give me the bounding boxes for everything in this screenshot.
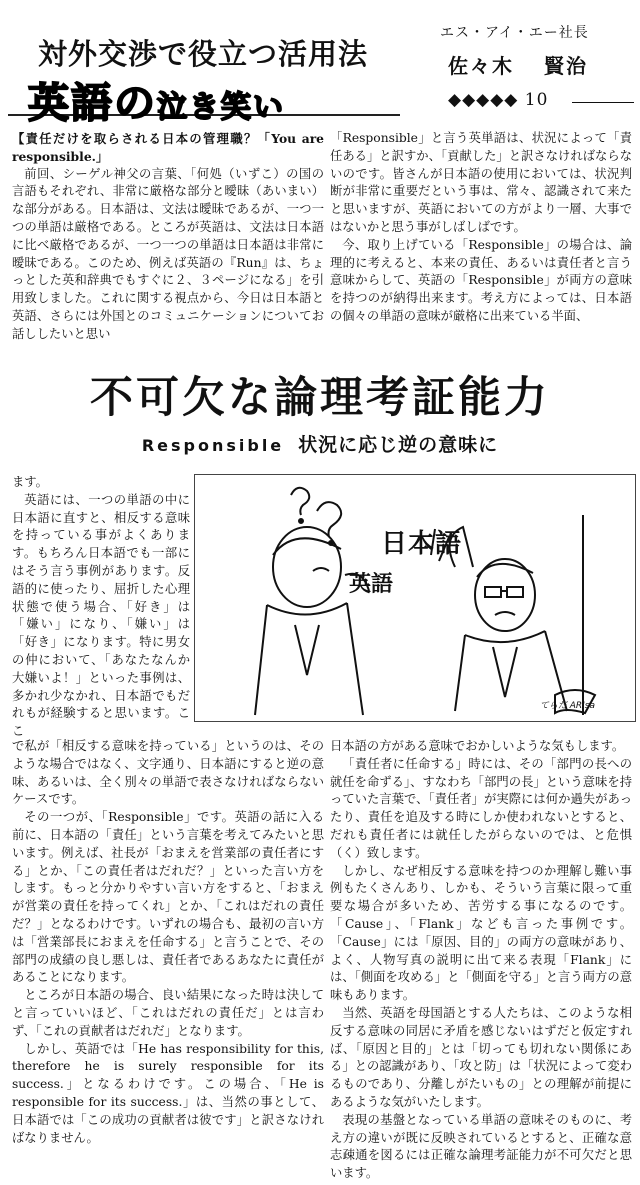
intro-paragraph: 前回、シーゲル神父の言葉、「何処（いずこ）の国の言語もそれぞれ、非常に厳格な部分と曖昧（あいまい）な部分がある。日本語は、文法は曖昧であるが、一つ一つの単語は厳格である。ところが英語は、文法は日本語に比べ厳格であるが、一つ一つの単語は日本語は非常に曖昧である。このため、例えば英語の『Run』は、ちょっとした英和辞典でもすぐに２、３ページになる」を引用致しました。これに関する視点から、今日は日本語と英語、さらには外国とのコミュニケーションについてお話ししたいと思い <box>12 166 324 341</box>
intro-column-right <box>330 130 632 326</box>
cartoon-label-english: 英語 <box>349 571 394 597</box>
issue-rule <box>572 102 634 103</box>
cartoon-label-japanese: 日本語 <box>381 529 463 559</box>
subheadline-english: Responsible <box>141 436 285 455</box>
issue-marks: ◆◆◆◆◆ <box>448 90 519 110</box>
body-paragraph: 表現の基盤となっている単語の意味そのものに、考え方の違いが既に反映されているとすると、正確な意志疎通を図るには正確な論理考証能力が不可欠だと思います。 <box>330 1112 632 1181</box>
series-subtitle: 対外交渉で役立つ活用法 <box>38 37 369 71</box>
body-column-left-bottom <box>12 738 324 1147</box>
issue-number <box>448 90 548 110</box>
body-paragraph: しかし、英語では「He has responsibility for this, therefore he is surely responsible for its success.」となるわけです。この場合、「He is responsible for its success.」は、当然の事として、日本語では「この成功の貢献者は彼です」と訳さなければなりません。 <box>12 1041 324 1145</box>
body-paragraph: で私が「相反する意味を持っている」というのは、そのような場合ではなく、文字通り、日本語にすると逆の意味、あるいは、全く別々の単語で表さなければならないケースです。 <box>12 739 324 807</box>
series-title-block <box>8 6 400 127</box>
cartoon-signature: てらだ ARIsa <box>539 701 595 711</box>
body-paragraph: ところが日本語の場合、良い結果になった時は決してと言っていいほど、「これはだれの責任だ」とは言わず、「これの貢献者はだれだ」となります。 <box>12 988 324 1038</box>
author-given-name: 賢治 <box>544 54 588 78</box>
author-surname: 佐々木 <box>448 54 514 78</box>
intro-lead: 【責任だけを取らされる日本の管理職？「You are responsible.」 <box>12 131 324 164</box>
body-column-right-bottom <box>330 738 632 1183</box>
body-paragraph: 日本語の方がある意味でおかしいような気もします。 <box>330 739 625 753</box>
article-headline: 不可欠な論理考証能力 <box>90 373 550 423</box>
cartoon-illustration <box>194 474 636 722</box>
issue-number-value: 10 <box>524 90 549 110</box>
body-column-left-top <box>12 474 190 741</box>
series-title <box>28 70 285 129</box>
author-name <box>448 50 588 79</box>
intro-column-left <box>12 130 324 344</box>
article-subheadline <box>0 430 640 457</box>
subheadline-japanese: 状況に応じ逆の意味に <box>298 434 499 456</box>
series-title-a: 英語の <box>28 79 157 127</box>
cartoon-drawing <box>195 475 635 721</box>
intro-paragraph: 「Responsible」と言う英単語は、状況によって「責任ある」と訳すか、「貢献した」と訳さなければならないのです。皆さんが日本語の使用においては、状況判断が非常に重要だという事は、常々、認識されて来たと思いますが、英語においての方がより一層、大事ではないかと思う事がしばしばです。 <box>330 131 632 234</box>
body-paragraph: 英語には、一つの単語の中に日本語に直すと、相反する意味を持っている事がよくあります。もちろん日本語でも一部にはそう言う事例があります。反語的に使ったり、屈折した心理状態で使う場合、「好き」は「嫌い」になり、「嫌い」は「好き」になります。特に男女の仲において、「あなたなんか大嫌いよ！」といった事例は、多かれ少なかれ、日本語でもだれもが経験すると思います。ここ <box>12 492 190 739</box>
intro-paragraph: 今、取り上げている「Responsible」の場合は、論理的に考えると、本来の責任、あるいは責任者と言う意味からして、英語の「Responsible」が両方の意味を持つのが納得出来ます。考え方によっては、日本語の個々の単語の意味が厳格に出来ている半面、 <box>330 237 632 323</box>
body-paragraph: 「責任者に任命する」時には、その「部門の長への就任を命ずる」、すなわち「部門の長」という意味を持っていた言葉で、「責任者」が実際には何か過失があったり、責任を追及する時にしか使われないとすると、だれも責任者には就任したがらないのでは、と危惧（く）致します。 <box>330 756 632 860</box>
series-title-b: 泣き笑い <box>157 90 285 125</box>
author-title: エス・アイ・エー社長 <box>440 25 589 41</box>
body-paragraph: 当然、英語を母国語とする人たちは、このような相反する意味の同居に矛盾を感じないはずだと仮定すれば、「原因と目的」とは「切っても切れない関係にある」との認識があり、「攻と防」は「状況によって変わるものであり、分離しがたいもの」との理解が前提にあるような気がいたします。 <box>330 1005 632 1109</box>
body-paragraph: その一つが、「Responsible」です。英語の話に入る前に、日本語の「責任」という言葉を考えてみたいと思います。例えば、社長が「おまえを営業部の責任者にする」とか、「この責任者はだれだ？」といった言い方をします。もっと分かりやすい言い方をすると、「おまえが営業の責任を持ってくれ」とか、「これはだれの責任だ？」となるわけです。いずれの場合も、最初の言い方は「営業部長におまえを任命する」と言うことで、その部門の成績の良し悪しは、責任者であるあなたに責任があることになります。 <box>12 810 324 985</box>
body-paragraph: しかし、なぜ相反する意味を持つのか理解し難い事例もたくさんあり、しかも、そういう言葉に限って重要な場合が多いため、苦労する事になるのです。「Cause」、「Flank」なども言った事例です。「Cause」には「原因、目的」の両方の意味があり、よく、人物写真の説明に出て来る表現「Flank」には、「側面を攻める」と「側面を守る」と言う両方の意味もあります。 <box>330 863 632 1003</box>
body-paragraph: ます。 <box>12 475 48 489</box>
